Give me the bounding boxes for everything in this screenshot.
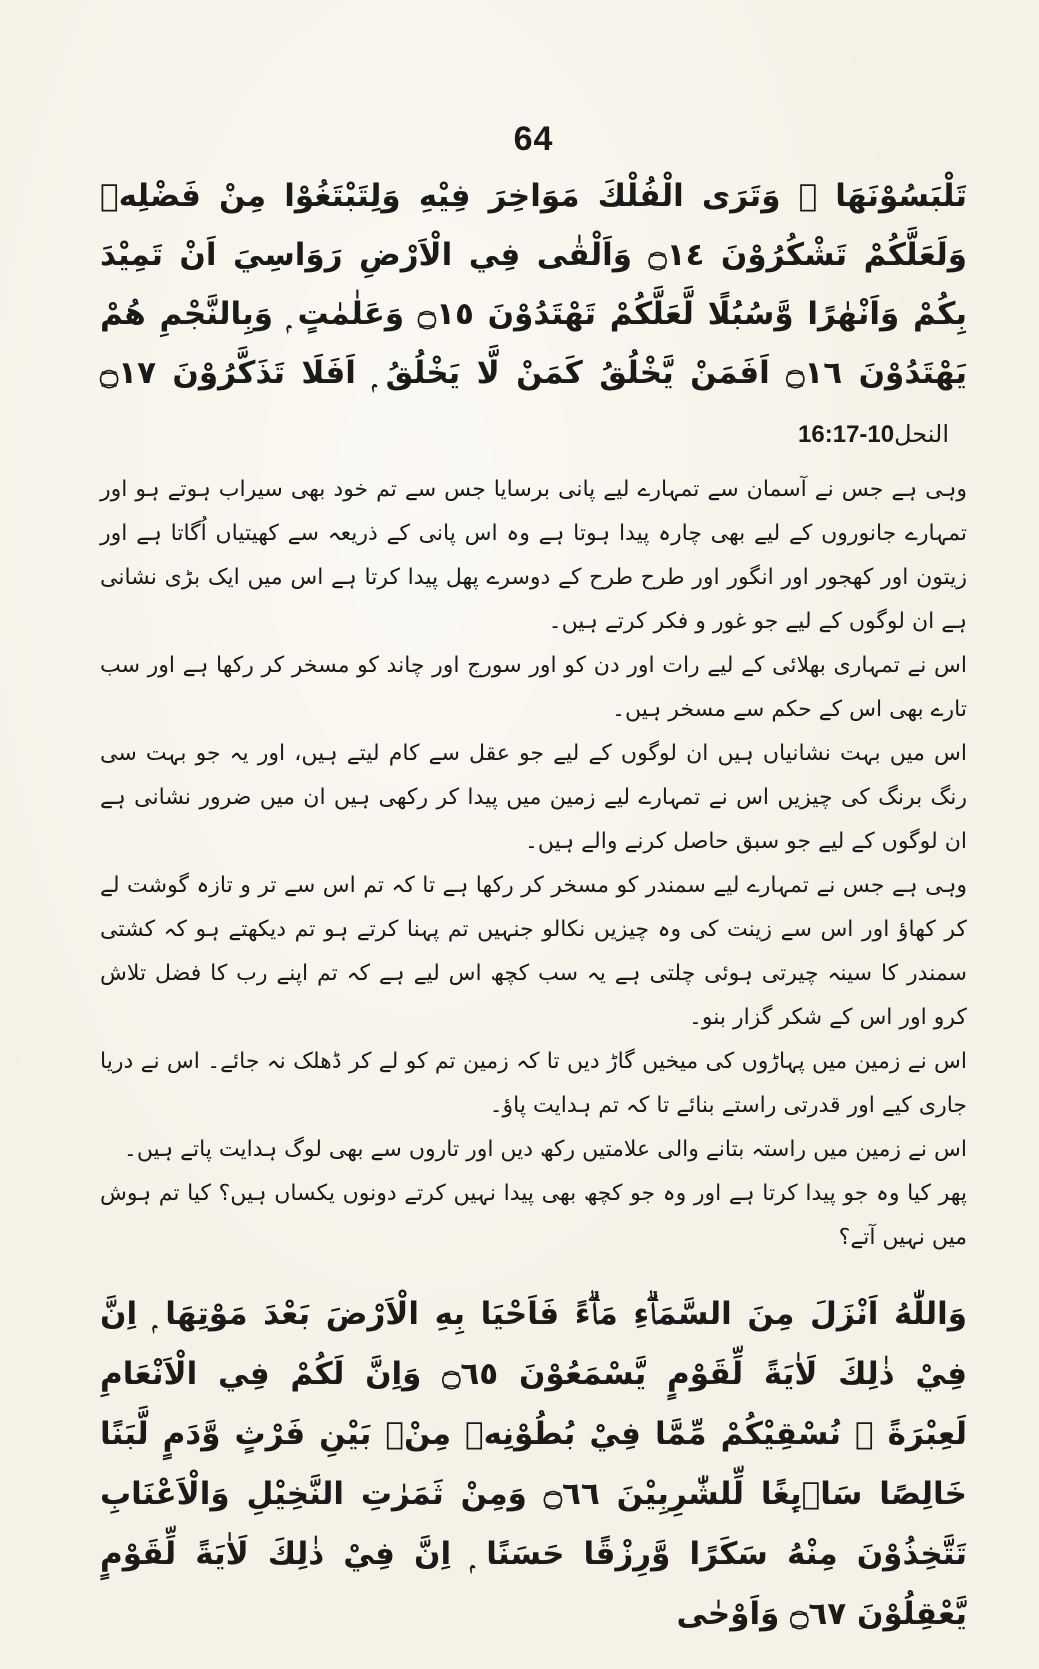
urdu-translation bbox=[100, 468, 967, 1260]
urdu-paragraph: وہی ہے جس نے آسمان سے تمہارے لیے پانی برسایا جس سے تم خود بھی سیراب ہوتے ہو اور تمہارے جانوروں کے لیے بھی چارہ پیدا ہوتا ہے وہ اس پانی کے ذریعہ سے کھیتیاں اُگاتا ہے اور زیتون اور کھجور اور انگور اور طرح طرح کے دوسرے پھل پیدا کرتا ہے اس میں ایک بڑی نشانی ہے ان لوگوں کے لیے جو غور و فکر کرتے ہیں۔ bbox=[100, 477, 967, 634]
urdu-paragraph: پھر کیا وہ جو پیدا کرتا ہے اور وہ جو کچھ بھی پیدا نہیں کرتے دونوں یکساں ہیں؟ کیا تم ہوش میں نہیں آتے؟ bbox=[100, 1181, 967, 1250]
urdu-paragraph: اس نے تمہاری بھلائی کے لیے رات اور دن کو اور سورج اور چاند کو مسخر کر رکھا ہے اور سب تارے بھی اس کے حکم سے مسخر ہیں۔ bbox=[100, 653, 967, 722]
reference-surah: النحل bbox=[894, 420, 949, 448]
page-number: 64 bbox=[513, 120, 554, 158]
arabic-verses-bottom: وَاللّٰهُ اَنْزَلَ مِنَ السَّمَاۗءِ مَاۗءً فَاَحْيَا بِهِ الْاَرْضَ بَعْدَ مَوْتِهَا ۭ اِنَّ فِيْ ذٰلِكَ لَاٰيَةً لِّقَوْمٍ يَّسْمَعُوْنَ ۝٦٥ وَاِنَّ لَكُمْ فِي الْاَنْعَامِ لَعِبْرَةً ۭ نُسْقِيْكُمْ مِّمَّا فِيْ بُطُوْنِهٖ مِنْۢ بَيْنِ فَرْثٍ وَّدَمٍ لَّبَنًا خَالِصًا سَاۗىِٕغًا لِّلشّٰرِبِيْنَ ۝٦٦ وَمِنْ ثَمَرٰتِ النَّخِيْلِ وَالْاَعْنَابِ تَتَّخِذُوْنَ مِنْهُ سَكَرًا وَّرِزْقًا حَسَنًا ۭ اِنَّ فِيْ ذٰلِكَ لَاٰيَةً لِّقَوْمٍ يَّعْقِلُوْنَ ۝٦٧ وَاَوْحٰى bbox=[100, 1296, 968, 1632]
urdu-paragraph: اس میں بہت نشانیاں ہیں ان لوگوں کے لیے جو عقل سے کام لیتے ہیں، اور یہ جو بہت سی رنگ برنگ کی چیزیں اس نے تمہارے لیے زمین میں پیدا کر رکھی ہیں ان میں ضرور نشانی ہے ان لوگوں کے لیے جو سبق حاصل کرنے والے ہیں۔ bbox=[100, 741, 967, 854]
arabic-verses-top bbox=[100, 167, 967, 464]
arabic-verses-top-text: تَلْبَسُوْنَهَا ۚ وَتَرَى الْفُلْكَ مَوَاخِرَ فِيْهِ وَلِتَبْتَغُوْا مِنْ فَضْلِهٖ وَلَعَلَّكُمْ تَشْكُرُوْنَ ۝١٤ وَاَلْقٰى فِي الْاَرْضِ رَوَاسِيَ اَنْ تَمِيْدَ بِكُمْ وَاَنْهٰرًا وَّسُبُلًا لَّعَلَّكُمْ تَهْتَدُوْنَ ۝١٥ وَعَلٰمٰتٍ ۭ وَبِالنَّجْمِ هُمْ يَهْتَدُوْنَ ۝١٦ اَفَمَنْ يَّخْلُقُ كَمَنْ لَّا يَخْلُقُ ۭ اَفَلَا تَذَكَّرُوْنَ ۝١٧ bbox=[100, 178, 967, 391]
urdu-paragraph: وہی ہے جس نے تمہارے لیے سمندر کو مسخر کر رکھا ہے تا کہ تم اس سے تر و تازہ گوشت لے کر کھاؤ اور اس سے زینت کی وہ چیزیں نکالو جنہیں تم پہنا کرتے ہو تم دیکھتے ہو کہ کشتی سمندر کا سینہ چیرتی ہوئی چلتی ہے یہ سب کچھ اس لیے ہے کہ تم اپنے رب کا فضل تلاش کرو اور اس کے شکر گزار بنو۔ bbox=[100, 873, 967, 1030]
verse-reference bbox=[798, 420, 949, 448]
reference-numbers: 16:17-10 bbox=[798, 421, 895, 448]
urdu-paragraph: اس نے زمین میں پہاڑوں کی میخیں گاڑ دیں تا کہ زمین تم کو لے کر ڈھلک نہ جائے۔ اس نے دریا جاری کیے اور قدرتی راستے بنائے تا کہ تم ہدایت پاؤ۔ bbox=[100, 1049, 967, 1118]
urdu-paragraph: اس نے زمین میں راستہ بتانے والی علامتیں رکھ دیں اور تاروں سے بھی لوگ ہدایت پاتے ہیں۔ bbox=[123, 1137, 967, 1162]
